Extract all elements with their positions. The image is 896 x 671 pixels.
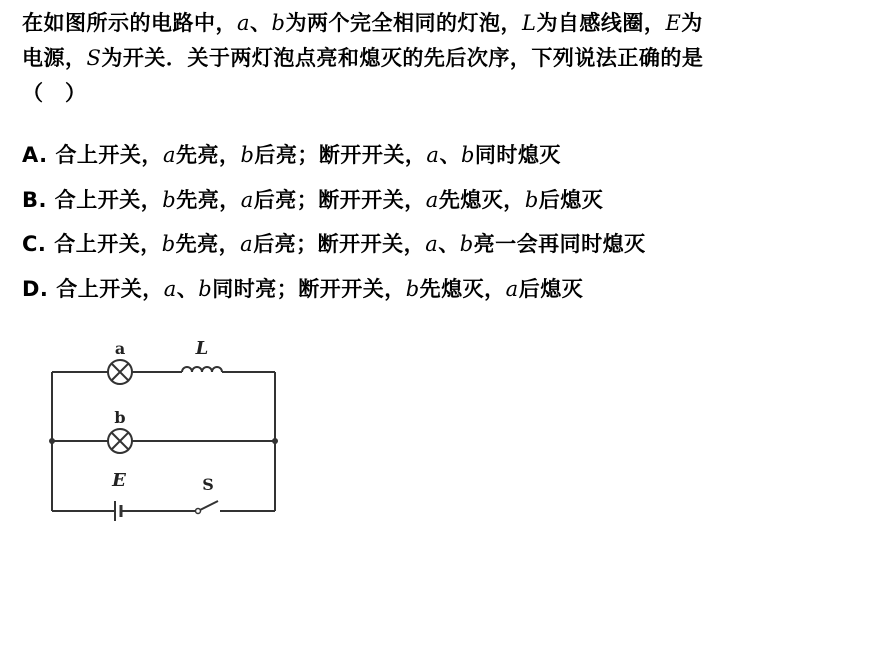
question-text: 为	[681, 11, 703, 35]
question-line-2	[22, 41, 888, 76]
variable: a	[426, 143, 440, 167]
option-text: 、	[438, 232, 460, 256]
variable-S: S	[86, 46, 102, 70]
variable-b: b	[271, 11, 286, 35]
question-text: 为两个完全相同的灯泡，	[285, 11, 522, 35]
lamp-a-label: a	[114, 339, 126, 358]
option-d[interactable]	[22, 271, 646, 316]
variable: a	[240, 232, 254, 256]
inductor-coil-icon	[182, 367, 222, 372]
lamp-b-label: b	[114, 408, 126, 427]
option-text: 后亮；断开开关，	[254, 143, 427, 167]
option-c[interactable]	[22, 226, 646, 271]
variable: b	[459, 232, 474, 256]
variable-E: E	[665, 11, 682, 35]
option-text: 后熄灭	[518, 276, 584, 301]
variable: b	[162, 187, 177, 212]
question-text: 在如图所示的电路中，	[22, 11, 237, 35]
switch-contact	[196, 509, 201, 514]
option-text: 亮一会再同时熄灭	[473, 232, 646, 256]
option-text: 先亮，	[175, 232, 241, 256]
option-text: 合上开关，	[54, 187, 163, 212]
circuit-diagram	[44, 334, 284, 524]
answer-blank: （ ）	[22, 81, 87, 105]
variable: a	[162, 143, 176, 167]
question-text: 为开关．关于两灯泡点亮和熄灭的先后次序，下列说法正确的是	[101, 46, 704, 70]
switch-blade	[200, 501, 218, 510]
variable: b	[161, 232, 176, 256]
option-label: B.	[22, 187, 47, 212]
question-text: 、	[250, 11, 272, 35]
option-text: 先熄灭，	[419, 276, 506, 301]
option-text: 合上开关，	[54, 232, 162, 256]
option-text: 先亮，	[176, 187, 241, 212]
option-text: 后亮；断开开关，	[253, 232, 426, 256]
option-text: 后熄灭	[538, 187, 604, 212]
question-line-1	[22, 6, 888, 41]
question-stem	[22, 6, 888, 111]
option-text: 合上开关，	[56, 276, 164, 301]
question-text: 为自感线圈，	[536, 11, 666, 35]
variable: b	[460, 143, 475, 167]
option-text: 、	[439, 143, 461, 167]
junction-dot	[49, 438, 55, 444]
variable: a	[505, 276, 519, 301]
option-label: C.	[22, 232, 47, 256]
question-text: 电源，	[22, 46, 87, 70]
option-text: 先熄灭，	[438, 187, 525, 212]
battery-label: E	[112, 470, 126, 491]
variable: b	[405, 276, 420, 301]
option-label: A.	[22, 143, 48, 167]
variable: b	[240, 143, 255, 167]
inductor-label: L	[195, 338, 209, 359]
variable: b	[524, 187, 539, 212]
option-text: 、	[176, 276, 199, 301]
option-text: 先亮，	[175, 143, 241, 167]
variable-L: L	[521, 11, 537, 35]
option-text: 后亮；断开开关，	[253, 187, 426, 212]
option-b[interactable]	[22, 182, 646, 227]
option-text: 合上开关，	[55, 143, 163, 167]
answer-options	[22, 137, 646, 315]
option-text: 同时熄灭	[474, 143, 561, 167]
variable: a	[240, 187, 254, 212]
junction-dot	[272, 438, 278, 444]
option-text: 同时亮；断开开关，	[212, 276, 406, 301]
variable: a	[425, 232, 439, 256]
variable: a	[163, 276, 177, 301]
option-a[interactable]	[22, 137, 646, 182]
variable: a	[425, 187, 439, 212]
variable: b	[198, 276, 213, 301]
variable-a: a	[237, 11, 251, 35]
option-label: D.	[22, 276, 49, 301]
switch-label: S	[202, 475, 214, 494]
